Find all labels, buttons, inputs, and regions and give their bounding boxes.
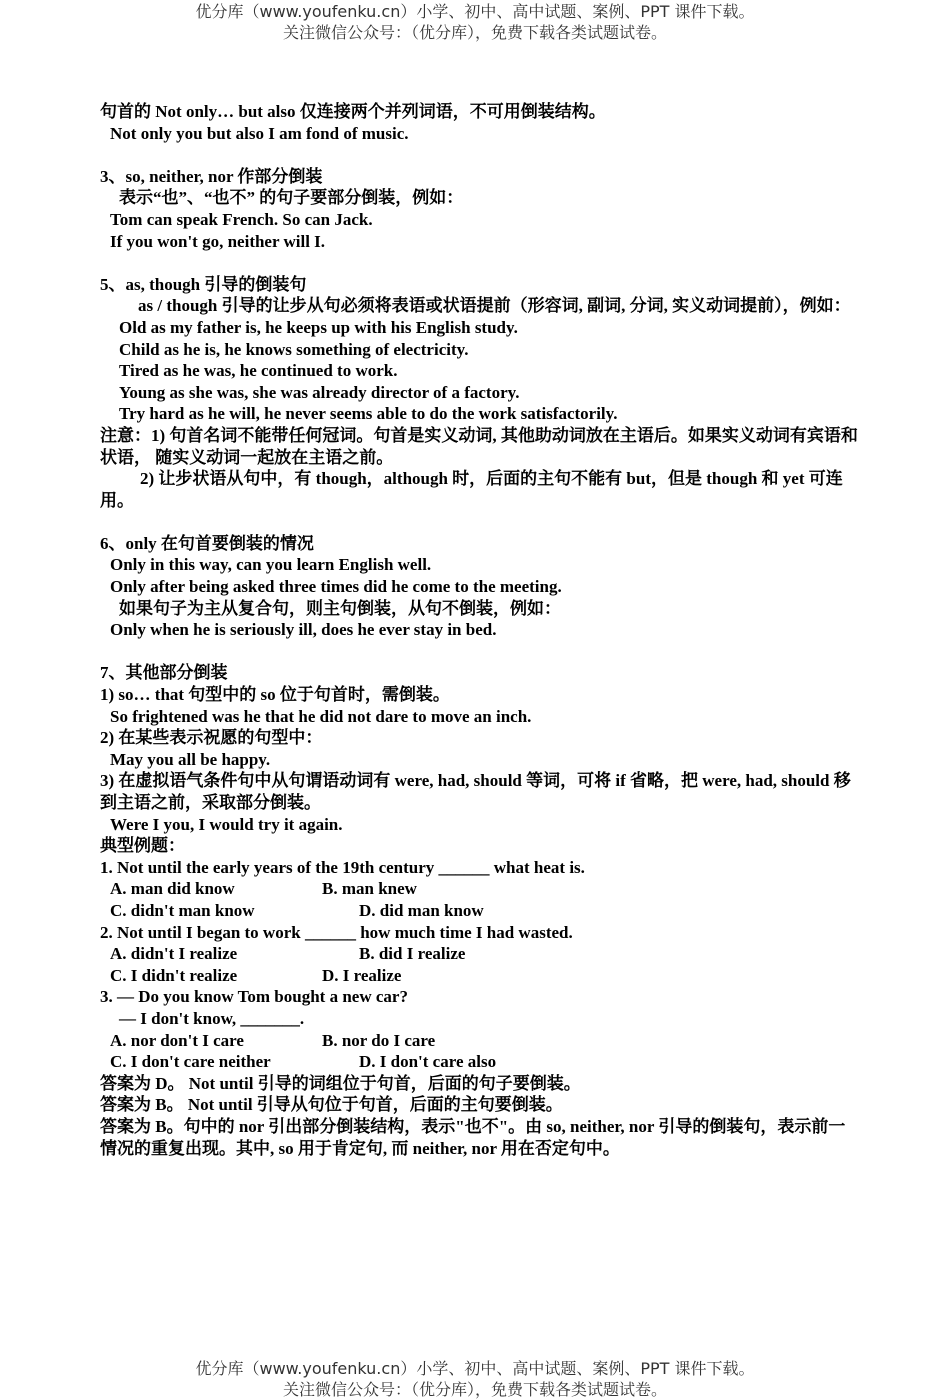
section-5-example: Tired as he was, he continued to work. bbox=[119, 361, 398, 381]
section-5-title: 5、as, though 引导的倒装句 bbox=[100, 274, 307, 294]
question-1-options-ab bbox=[100, 878, 858, 900]
footer-line-2: 关注微信公众号：（优分库），免费下载各类试题试卷。 bbox=[282, 1380, 667, 1399]
option-a: A. didn't I realize bbox=[110, 944, 238, 964]
option-d: D. I don't care also bbox=[359, 1052, 497, 1072]
answer-1: 答案为 D。 Not until 引导的词组位于句首，后面的句子要倒装。 bbox=[100, 1073, 581, 1093]
option-b: B. man knew bbox=[322, 879, 417, 899]
header-line-2: 关注微信公众号：（优分库），免费下载各类试题试卷。 bbox=[282, 23, 667, 42]
option-b: B. did I realize bbox=[359, 944, 466, 964]
spacer bbox=[100, 252, 858, 274]
section-7-example-2: May you all be happy. bbox=[110, 749, 271, 769]
option-c: C. didn't man know bbox=[110, 900, 255, 920]
answer-3: 答案为 B。句中的 nor 引出部分倒装结构，表示"也不"。由 so, neither, nor 引导的倒装句，表示前一情况的重复出现。其中, so 用于肯定句, 而 neither, nor 用在否定句中。 bbox=[100, 1116, 846, 1158]
section-6-desc: 如果句子为主从复合句，则主句倒装，从句不倒装，例如： bbox=[119, 598, 561, 618]
question-3-stem-2: — I don't know, _______. bbox=[119, 1008, 305, 1028]
section-7-rule-2: 2) 在某些表示祝愿的句型中： bbox=[100, 728, 323, 748]
intro-example: Not only you but also I am fond of music. bbox=[110, 123, 409, 143]
section-3-title: 3、so, neither, nor 作部分倒装 bbox=[100, 166, 323, 186]
section-3-example: Tom can speak French. So can Jack. bbox=[110, 209, 373, 229]
section-6-example: Only when he is seriously ill, does he ever stay in bed. bbox=[110, 620, 497, 640]
section-6-example: Only in this way, can you learn English well. bbox=[110, 555, 432, 575]
spacer bbox=[100, 144, 858, 166]
section-7-rule-1: 1) so… that 句型中的 so 位于句首时，需倒装。 bbox=[100, 685, 450, 705]
option-d: D. I realize bbox=[322, 965, 402, 985]
spacer bbox=[100, 511, 858, 533]
page-footer bbox=[0, 1358, 950, 1400]
section-5-example: Old as my father is, he keeps up with his English study. bbox=[119, 317, 518, 337]
section-7-example-1: So frightened was he that he did not dare to move an inch. bbox=[110, 706, 532, 726]
option-a: A. nor don't I care bbox=[110, 1030, 244, 1050]
question-3-options-cd bbox=[100, 1051, 858, 1073]
answer-2: 答案为 B。 Not until 引导从句位于句首，后面的主句要倒装。 bbox=[100, 1095, 563, 1115]
section-7-rule-3: 3) 在虚拟语气条件句中从句谓语动词有 were, had, should 等词，可将 if 省略，把 were, had, should 移到主语之前，采取部分倒装。 bbox=[100, 771, 851, 812]
option-c: C. I don't care neither bbox=[110, 1052, 271, 1072]
spacer bbox=[100, 641, 858, 663]
question-3-options-ab bbox=[100, 1030, 858, 1052]
section-5-example: Young as she was, she was already director of a factory. bbox=[119, 382, 520, 402]
intro-rule: 句首的 Not only… but also 仅连接两个并列词语，不可用倒装结构。 bbox=[100, 102, 606, 121]
question-2-options-cd bbox=[100, 965, 858, 987]
page-header bbox=[0, 1, 950, 43]
section-7-title: 7、其他部分倒装 bbox=[100, 663, 228, 683]
option-a: A. man did know bbox=[110, 879, 235, 899]
section-3-example: If you won't go, neither will I. bbox=[110, 231, 326, 251]
option-d: D. did man know bbox=[359, 900, 484, 920]
section-6-title: 6、only 在句首要倒装的情况 bbox=[100, 533, 314, 553]
header-line-1: 优分库（www.youfenku.cn）小学、初中、高中试题、案例、PPT 课件下载。 bbox=[195, 2, 755, 21]
question-2-options-ab bbox=[100, 943, 858, 965]
question-2-stem: 2. Not until I began to work ______ how much time I had wasted. bbox=[100, 922, 573, 942]
section-5-desc: as / though 引导的让步从句必须将表语或状语提前（形容词, 副词, 分词, 实义动词提前），例如： bbox=[138, 296, 851, 316]
section-5-example: Try hard as he will, he never seems able to do the work satisfactorily. bbox=[119, 404, 618, 424]
examples-heading: 典型例题： bbox=[100, 836, 185, 856]
section-6-example: Only after being asked three times did he come to the meeting. bbox=[110, 577, 562, 597]
section-3-desc: 表示“也”、“也不” 的句子要部分倒装，例如： bbox=[119, 188, 464, 208]
section-5-note-1: 注意：1) 句首名词不能带任何冠词。句首是实义动词, 其他助动词放在主语后。如果实义动词有宾语和状语， 随实义动词一起放在主语之前。 bbox=[100, 425, 858, 467]
document-body bbox=[100, 101, 858, 1159]
section-5-note-2: 2) 让步状语从句中，有 though，although 时，后面的主句不能有 but，但是 though 和 yet 可连用。 bbox=[100, 469, 843, 510]
section-7-example-3: Were I you, I would try it again. bbox=[110, 814, 343, 834]
question-1-options-cd bbox=[100, 900, 858, 922]
option-c: C. I didn't realize bbox=[110, 965, 238, 985]
section-5-example: Child as he is, he knows something of electricity. bbox=[119, 339, 469, 359]
option-b: B. nor do I care bbox=[322, 1030, 436, 1050]
footer-line-1: 优分库（www.youfenku.cn）小学、初中、高中试题、案例、PPT 课件下载。 bbox=[195, 1359, 755, 1378]
question-1-stem: 1. Not until the early years of the 19th century ______ what heat is. bbox=[100, 857, 585, 877]
question-3-stem: 3. — Do you know Tom bought a new car? bbox=[100, 987, 408, 1007]
